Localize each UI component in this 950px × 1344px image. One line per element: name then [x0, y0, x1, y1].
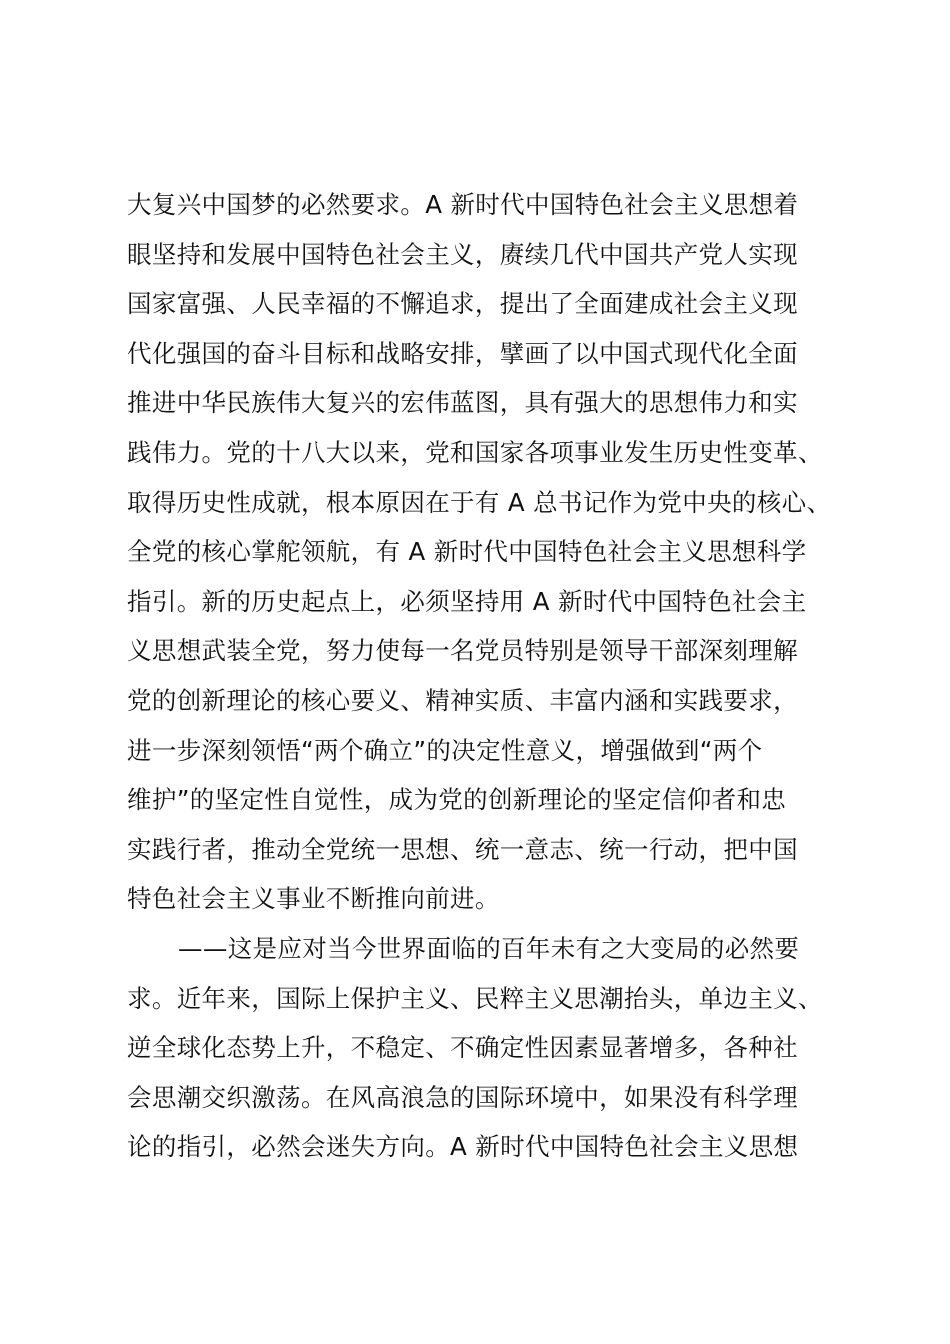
text-line: 大复兴中国梦的必然要求。A 新时代中国特色社会主义思想着 — [127, 190, 799, 219]
text-line: 指引。新的历史起点上，必须坚持用 A 新时代中国特色社会主 — [127, 586, 807, 616]
text-line: 论的指引，必然会迷失方向。A 新时代中国特色社会主义思想 — [127, 1132, 799, 1162]
body-text — [127, 180, 847, 1172]
text-line: 践伟力。党的十八大以来，党和国家各项事业发生历史性变革、 — [127, 437, 823, 467]
text-line: 逆全球化态势上升，不稳定、不确定性因素显著增多，各种社 — [127, 1033, 798, 1063]
text-line: 眼坚持和发展中国特色社会主义，赓续几代中国共产党人实现 — [127, 239, 798, 269]
text-line: 国家富强、人民幸福的不懈追求，提出了全面建成社会主义现 — [127, 289, 798, 319]
text-line: 义思想武装全党，努力使每一名党员特别是领导干部深刻理解 — [127, 636, 798, 666]
text-line: 实践行者，推动全党统一思想、统一意志、统一行动，把中国 — [127, 834, 798, 864]
text-line: 会思潮交织激荡。在风高浪急的国际环境中，如果没有科学理 — [127, 1082, 798, 1112]
text-line: 特色社会主义事业不断推向前进。 — [127, 884, 500, 914]
text-line: 推进中华民族伟大复兴的宏伟蓝图，具有强大的思想伟力和实 — [127, 388, 798, 418]
text-line: 取得历史性成就，根本原因在于有 A 总书记作为党中央的核心、 — [127, 487, 832, 517]
text-line: 全党的核心掌舵领航，有 A 新时代中国特色社会主义思想科学 — [127, 537, 807, 567]
text-line: 求。近年来，国际上保护主义、民粹主义思潮抬头，单边主义、 — [127, 983, 823, 1013]
text-line: 维护”的坚定性自觉性，成为党的创新理论的坚定信仰者和忠 — [127, 785, 787, 815]
paragraph-start-line: ——这是应对当今世界面临的百年未有之大变局的必然要 — [178, 933, 800, 963]
text-line: 代化强国的奋斗目标和战略安排，擘画了以中国式现代化全面 — [127, 338, 798, 368]
text-line: 进一步深刻领悟“两个确立”的决定性意义，增强做到“两个 — [127, 735, 763, 765]
text-line: 党的创新理论的核心要义、精神实质、丰富内涵和实践要求， — [127, 685, 798, 715]
